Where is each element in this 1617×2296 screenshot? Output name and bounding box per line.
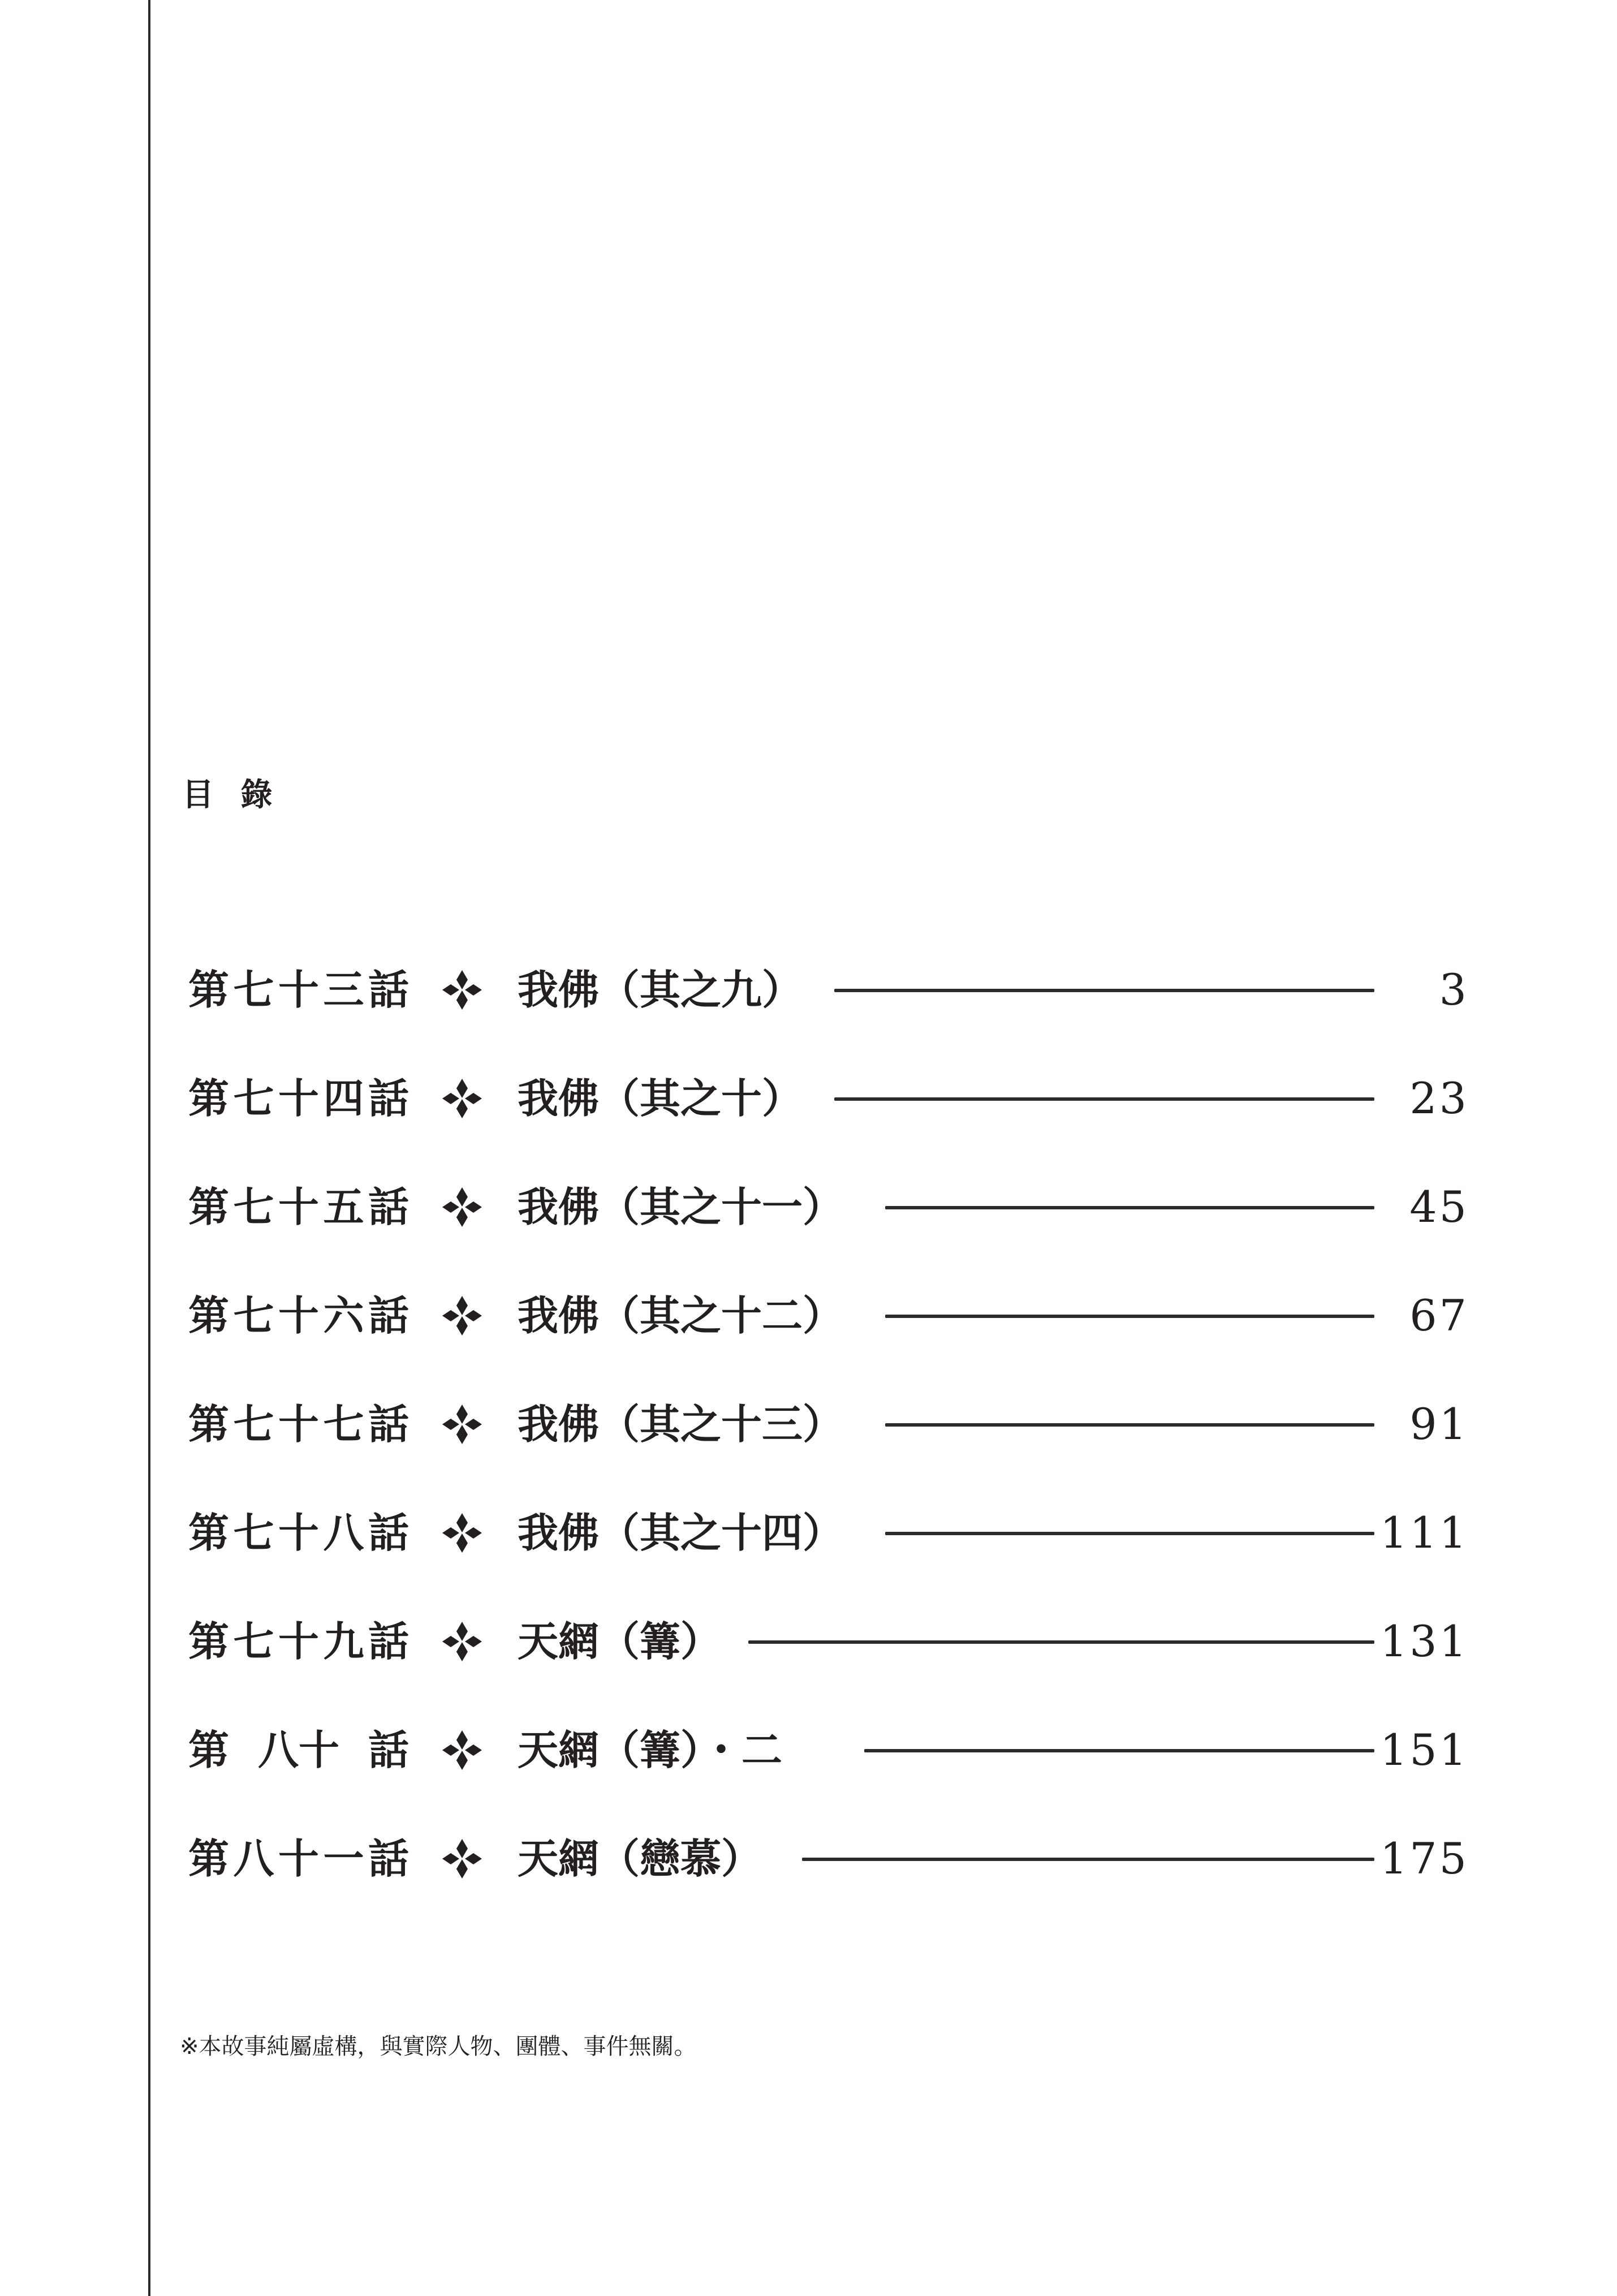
chapter-title: 我佛（其之十三）: [518, 1400, 844, 1448]
chapter-char: 三: [323, 966, 364, 1014]
chapter-char: 十: [278, 1617, 319, 1665]
chapter-char: 九: [323, 1617, 364, 1665]
chapter-title: 我佛（其之十二）: [518, 1291, 844, 1339]
four-diamond-icon: [442, 1296, 482, 1336]
chapter-char: 七: [233, 1183, 274, 1231]
leader-line: [864, 1749, 1374, 1752]
chapter-char: 第: [188, 1183, 230, 1231]
four-diamond-icon: [442, 1730, 482, 1770]
chapter-char: 話: [368, 1074, 409, 1122]
page-number: 151: [1379, 1725, 1469, 1775]
page-number: 111: [1379, 1507, 1469, 1558]
leader-line: [834, 1097, 1374, 1101]
page-gutter-rule: [148, 0, 150, 2296]
chapter-char: 第: [188, 1074, 230, 1122]
leader-line: [885, 1315, 1374, 1318]
chapter-char: 十: [278, 1400, 319, 1448]
chapter-char: 七: [233, 966, 274, 1014]
toc-entry[interactable]: [0, 1179, 1617, 1235]
chapter-char: 七: [233, 1074, 274, 1122]
chapter-number: [188, 1287, 409, 1344]
toc-entry[interactable]: [0, 1396, 1617, 1453]
chapter-char: 第: [188, 1834, 230, 1883]
toc-entry[interactable]: [0, 1830, 1617, 1887]
chapter-number: [188, 1830, 409, 1887]
chapter-char: 話: [368, 1726, 409, 1774]
chapter-char: 話: [368, 1183, 409, 1231]
leader-line: [834, 989, 1374, 992]
chapter-char: 第: [188, 966, 230, 1014]
page-number: 67: [1409, 1290, 1469, 1341]
chapter-char: 十: [278, 1834, 319, 1883]
chapter-char: 話: [368, 1400, 409, 1448]
chapter-char: 話: [368, 1509, 409, 1557]
page-number: 23: [1409, 1073, 1469, 1123]
four-diamond-icon: [442, 970, 482, 1010]
chapter-char: 四: [323, 1074, 364, 1122]
chapter-title: 天網（戀慕）: [518, 1834, 762, 1883]
four-diamond-icon: [442, 1187, 482, 1227]
toc-entry[interactable]: [0, 1070, 1617, 1127]
toc-entry[interactable]: [0, 1722, 1617, 1778]
chapter-char: 話: [368, 966, 409, 1014]
chapter-char: 一: [323, 1834, 364, 1883]
toc-entry[interactable]: [0, 962, 1617, 1018]
chapter-char: 第: [188, 1509, 230, 1557]
four-diamond-icon: [442, 1405, 482, 1444]
leader-line: [802, 1858, 1374, 1861]
chapter-number: [188, 1179, 409, 1235]
toc-entry[interactable]: [0, 1287, 1617, 1344]
leader-line: [885, 1532, 1374, 1535]
four-diamond-icon: [442, 1079, 482, 1118]
chapter-char: 第: [188, 1400, 230, 1448]
chapter-char: 七: [233, 1400, 274, 1448]
chapter-number: [188, 962, 409, 1018]
four-diamond-icon: [442, 1622, 482, 1661]
toc-entry[interactable]: [0, 1505, 1617, 1561]
chapter-char: 話: [368, 1291, 409, 1339]
chapter-char: 第: [188, 1617, 230, 1665]
page-title: 目 錄: [182, 777, 281, 813]
chapter-char: 七: [323, 1400, 364, 1448]
page-number: 175: [1379, 1833, 1469, 1884]
chapter-char: 十: [278, 1074, 319, 1122]
chapter-char: 話: [368, 1834, 409, 1883]
chapter-char: 六: [323, 1291, 364, 1339]
page-number: 45: [1409, 1182, 1469, 1232]
fiction-disclaimer: ※本故事純屬虛構，與實際人物、團體、事件無關。: [180, 2034, 697, 2060]
page-number: 131: [1379, 1616, 1469, 1666]
chapter-char: 十: [278, 1509, 319, 1557]
chapter-char: 八: [323, 1509, 364, 1557]
four-diamond-icon: [442, 1839, 482, 1879]
chapter-number: [188, 1505, 409, 1561]
chapter-char: 五: [323, 1183, 364, 1231]
page-number: 91: [1409, 1399, 1469, 1449]
leader-line: [748, 1640, 1374, 1644]
chapter-char: 十: [278, 966, 319, 1014]
chapter-title: 我佛（其之十一）: [518, 1183, 844, 1231]
chapter-char: 話: [368, 1617, 409, 1665]
chapter-char: 十: [278, 1291, 319, 1339]
chapter-title: 我佛（其之十）: [518, 1074, 803, 1122]
four-diamond-icon: [442, 1513, 482, 1553]
chapter-title: 天網（篝）・二: [518, 1726, 783, 1774]
chapter-title: 天網（篝）: [518, 1617, 722, 1665]
toc-entry[interactable]: [0, 1613, 1617, 1670]
chapter-char: 七: [233, 1509, 274, 1557]
chapter-char: 十: [278, 1183, 319, 1231]
chapter-char: 第: [188, 1291, 230, 1339]
chapter-number: [188, 1613, 409, 1670]
leader-line: [885, 1423, 1374, 1427]
chapter-char: 八: [233, 1834, 274, 1883]
page-number: 3: [1439, 964, 1469, 1015]
chapter-number: [188, 1070, 409, 1127]
chapter-title: 我佛（其之十四）: [518, 1509, 844, 1557]
chapter-char: 七: [233, 1617, 274, 1665]
chapter-char: 八十: [257, 1726, 339, 1774]
chapter-number: [188, 1722, 409, 1778]
leader-line: [885, 1206, 1374, 1209]
chapter-number: [188, 1396, 409, 1453]
chapter-char: 第: [188, 1726, 230, 1774]
chapter-title: 我佛（其之九）: [518, 966, 803, 1014]
chapter-char: 七: [233, 1291, 274, 1339]
